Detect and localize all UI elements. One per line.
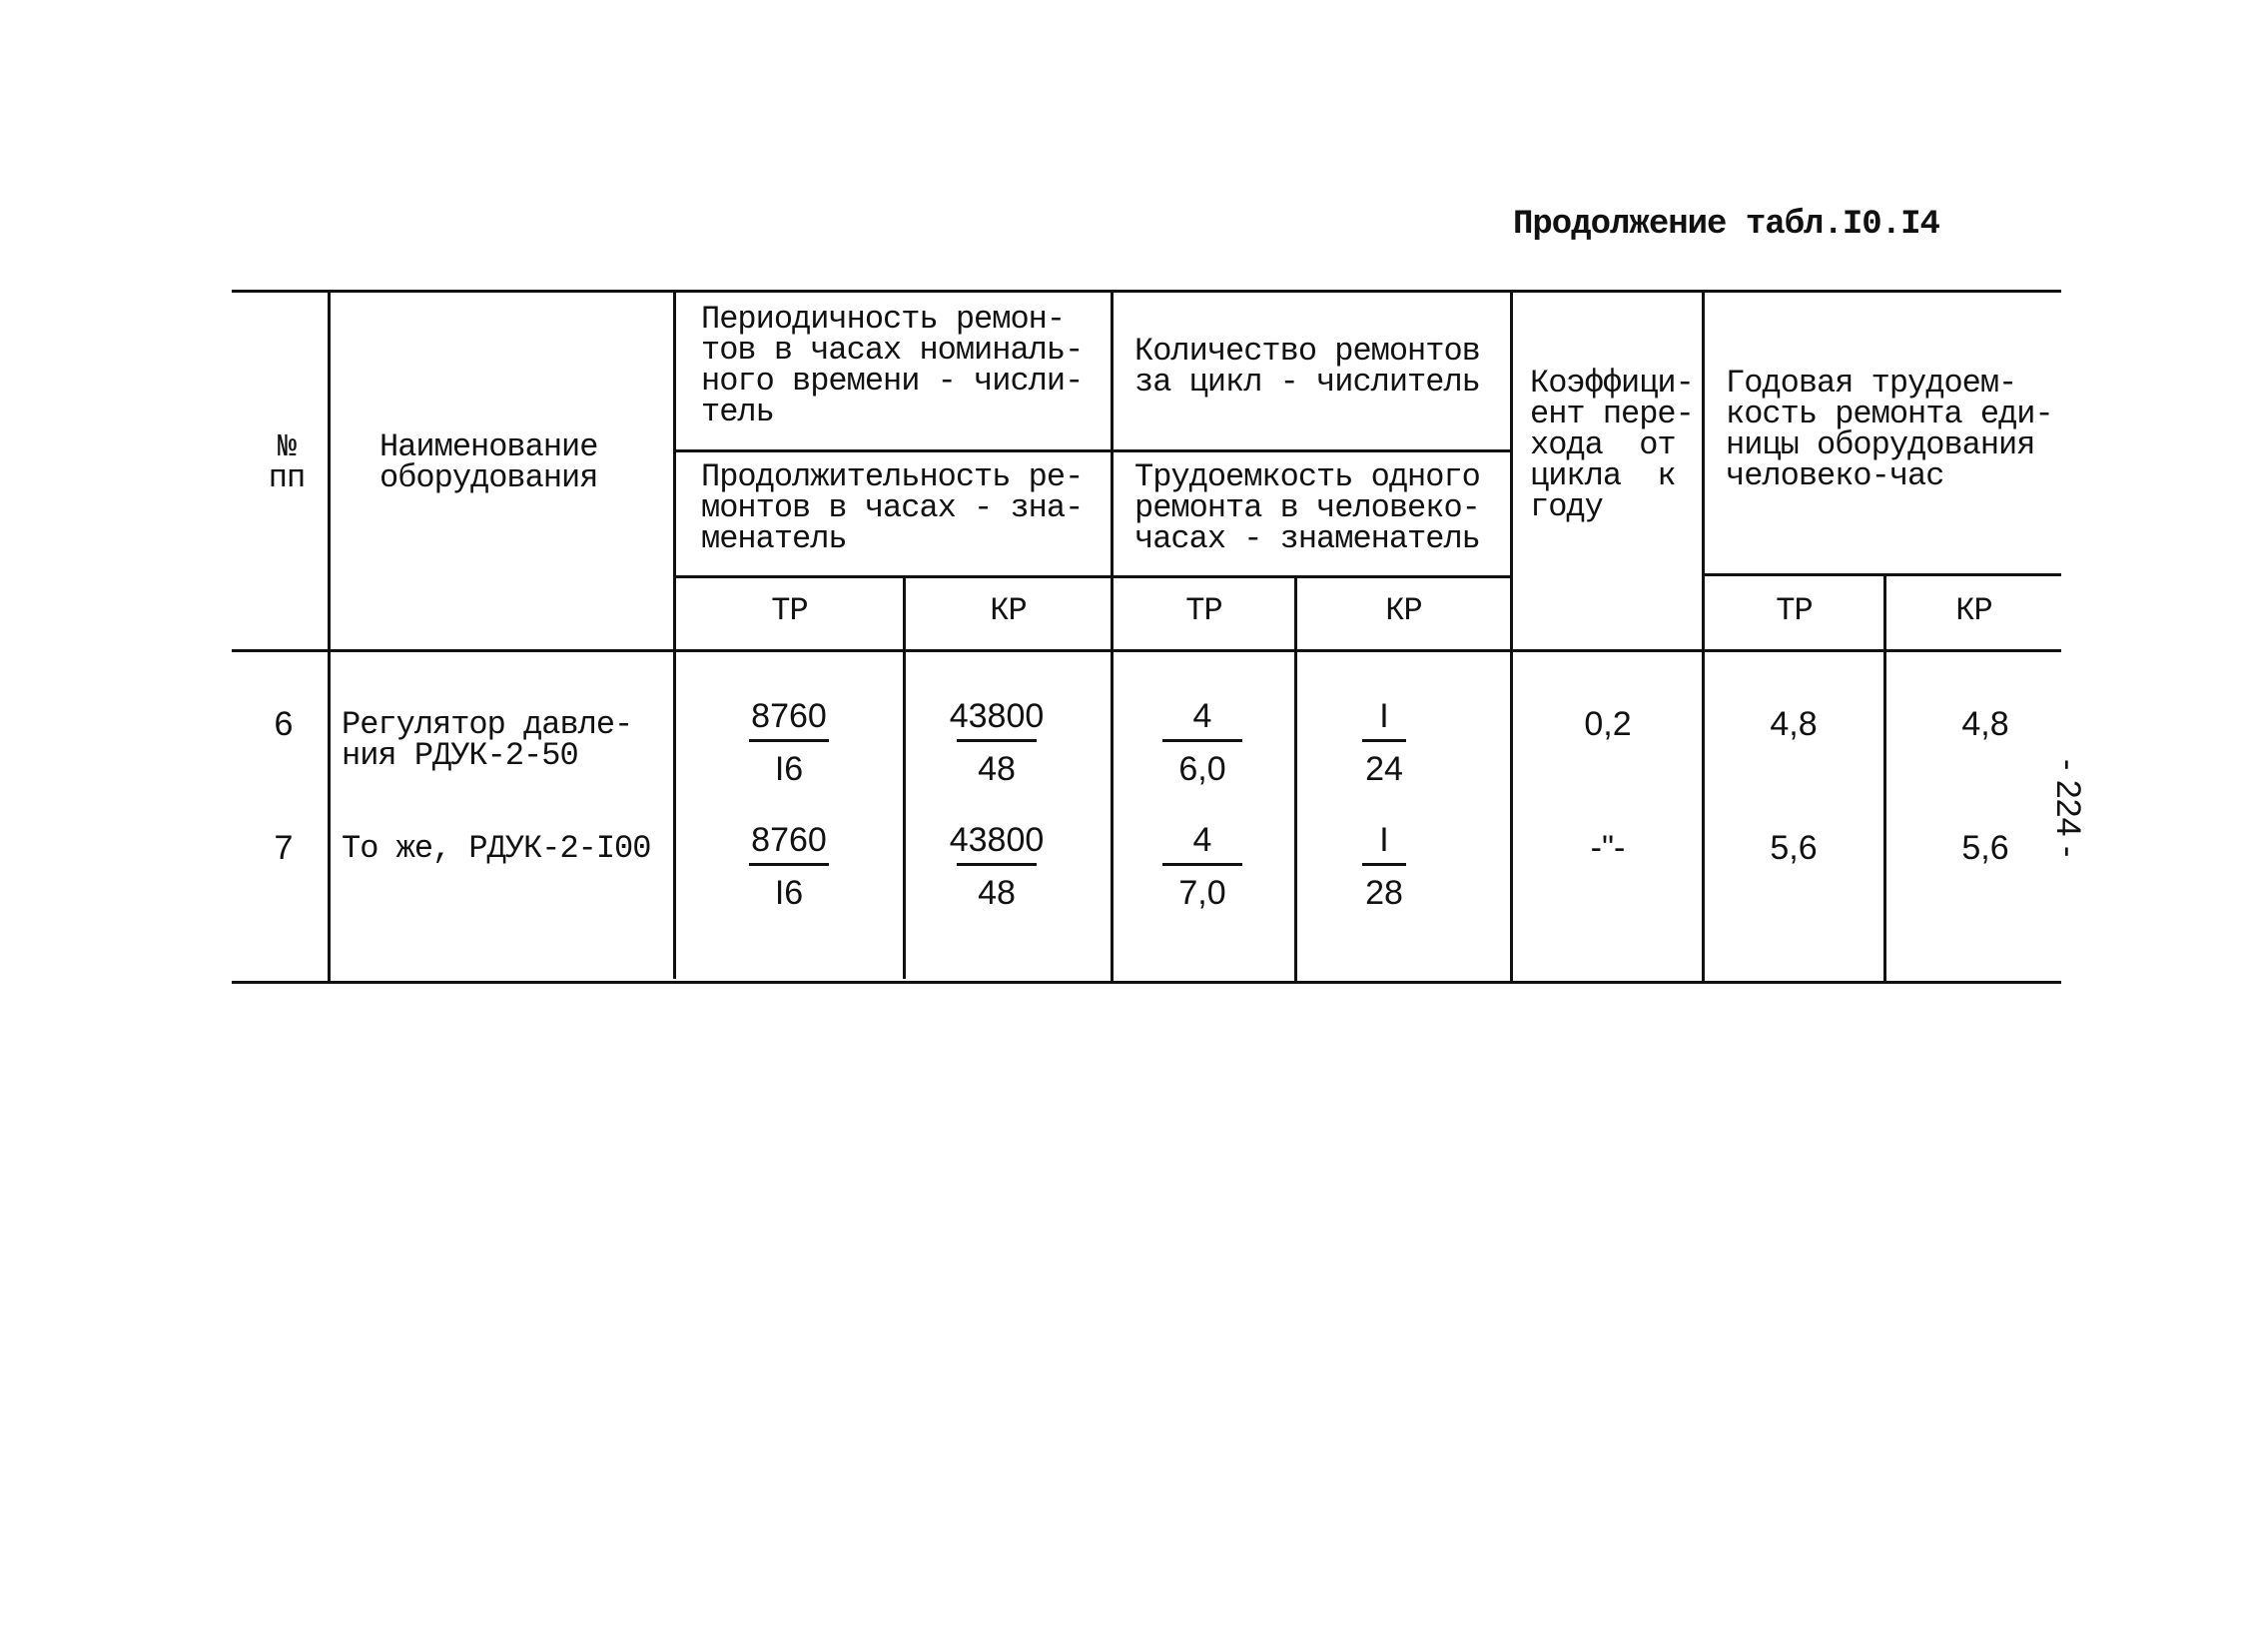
row-6-kr-period-value: 43800 — [949, 697, 1045, 735]
subheader-kr-period: КР — [990, 592, 1027, 629]
subheader-tr-period: ТР — [771, 592, 808, 629]
subheader-tr-annual: ТР — [1776, 592, 1813, 629]
row-6-tr-labor — [1132, 695, 1272, 790]
row-6-name: Регулятор давле- ния РДУК-2-50 — [342, 706, 633, 774]
col-rule-period — [1111, 290, 1114, 983]
fraction-bar — [749, 863, 829, 866]
row-6-tr-labor-value: 6,0 — [1178, 750, 1226, 788]
subheader-tr-count: ТР — [1185, 592, 1222, 629]
header-duration: Продолжительность ре- монтов в часах - зна- менатель — [701, 458, 1084, 557]
fraction-bar — [1362, 739, 1406, 742]
row-6-kr-labor-value: 24 — [1365, 750, 1403, 788]
row-6-tr-count-value: 4 — [1192, 697, 1212, 735]
header-bottom-rule — [232, 649, 2061, 652]
fraction-bar — [1162, 739, 1242, 742]
row-7-kr-period — [927, 819, 1067, 914]
col-rule-coef — [1702, 290, 1705, 983]
fraction-bar — [1162, 863, 1242, 866]
col-rule-tr1 — [903, 575, 906, 979]
repair-table — [232, 290, 2061, 985]
row-7-kr-labor-value: 28 — [1365, 874, 1403, 912]
row-7-number: 7 — [274, 829, 294, 867]
fraction-bar — [957, 863, 1037, 866]
row-7-annual-kr: 5,6 — [1961, 829, 2009, 867]
page-number: - 224 - — [2049, 759, 2087, 858]
row-6-annual-kr: 4,8 — [1961, 705, 2009, 743]
table-continuation-caption: Продолжение табл.I0.I4 — [1513, 206, 1939, 244]
col-rule-count — [1510, 290, 1513, 983]
row-7-kr-count-value: I — [1379, 821, 1389, 859]
row-6-annual-tr: 4,8 — [1770, 705, 1818, 743]
header-periodicity: Периодичность ремон- тов в часах номиналь- ного времени - числи- тель — [701, 301, 1084, 430]
row-6-kr-period — [927, 695, 1067, 790]
subheader-kr-count: КР — [1385, 592, 1422, 629]
row-6-tr-duration-value: I6 — [774, 750, 804, 788]
col-rule-tr3 — [1883, 573, 1886, 983]
row-7-tr-period — [719, 819, 859, 914]
header-count: Количество ремонтов за цикл - числитель — [1134, 333, 1480, 401]
row-6-kr-labor — [1314, 695, 1454, 790]
table-top-rule — [232, 290, 2061, 293]
subheader-kr-annual: КР — [1955, 592, 1992, 629]
row-7-name: То же, РДУК-2-I00 — [342, 830, 651, 867]
row-6-kr-count-value: I — [1379, 697, 1389, 735]
row-6-coefficient: 0,2 — [1584, 705, 1632, 743]
row-7-tr-period-value: 8760 — [751, 821, 827, 859]
header-coefficient: Коэффици- ент пере- хода от цикла к году — [1530, 365, 1694, 525]
header-labor-one: Трудоемкость одного ремонта в человеко- часах - знаменатель — [1134, 458, 1480, 557]
row-7-kr-labor — [1314, 819, 1454, 914]
header-name: Наименование оборудования — [379, 428, 598, 496]
row-7-annual-tr: 5,6 — [1770, 829, 1818, 867]
periodicity-split-rule — [675, 449, 1510, 452]
row-7-kr-duration-value: 48 — [978, 874, 1016, 912]
row-7-tr-duration-value: I6 — [774, 874, 804, 912]
fraction-bar — [957, 739, 1037, 742]
col-rule-tr2 — [1294, 575, 1297, 983]
row-7-kr-period-value: 43800 — [949, 821, 1045, 859]
fraction-bar — [1362, 863, 1406, 866]
row-6-tr-period — [719, 695, 859, 790]
fraction-bar — [749, 739, 829, 742]
table-bottom-rule — [232, 981, 2061, 984]
row-6-number: 6 — [274, 705, 294, 743]
row-7-tr-labor-value: 7,0 — [1178, 874, 1226, 912]
header-num: № пп — [268, 428, 306, 496]
header-annual-labor: Годовая трудоем- кость ремонта еди- ницы оборудования человеко-час — [1726, 365, 2053, 494]
row-6-tr-period-value: 8760 — [751, 697, 827, 735]
row-7-tr-count-value: 4 — [1192, 821, 1212, 859]
subheader-rule-left — [675, 575, 1510, 578]
row-7-coefficient: -"- — [1590, 829, 1626, 867]
row-6-kr-duration-value: 48 — [978, 750, 1016, 788]
subheader-rule-right — [1702, 573, 2061, 576]
col-rule-num — [328, 290, 331, 984]
col-rule-name — [673, 290, 676, 979]
row-7-tr-labor — [1132, 819, 1272, 914]
